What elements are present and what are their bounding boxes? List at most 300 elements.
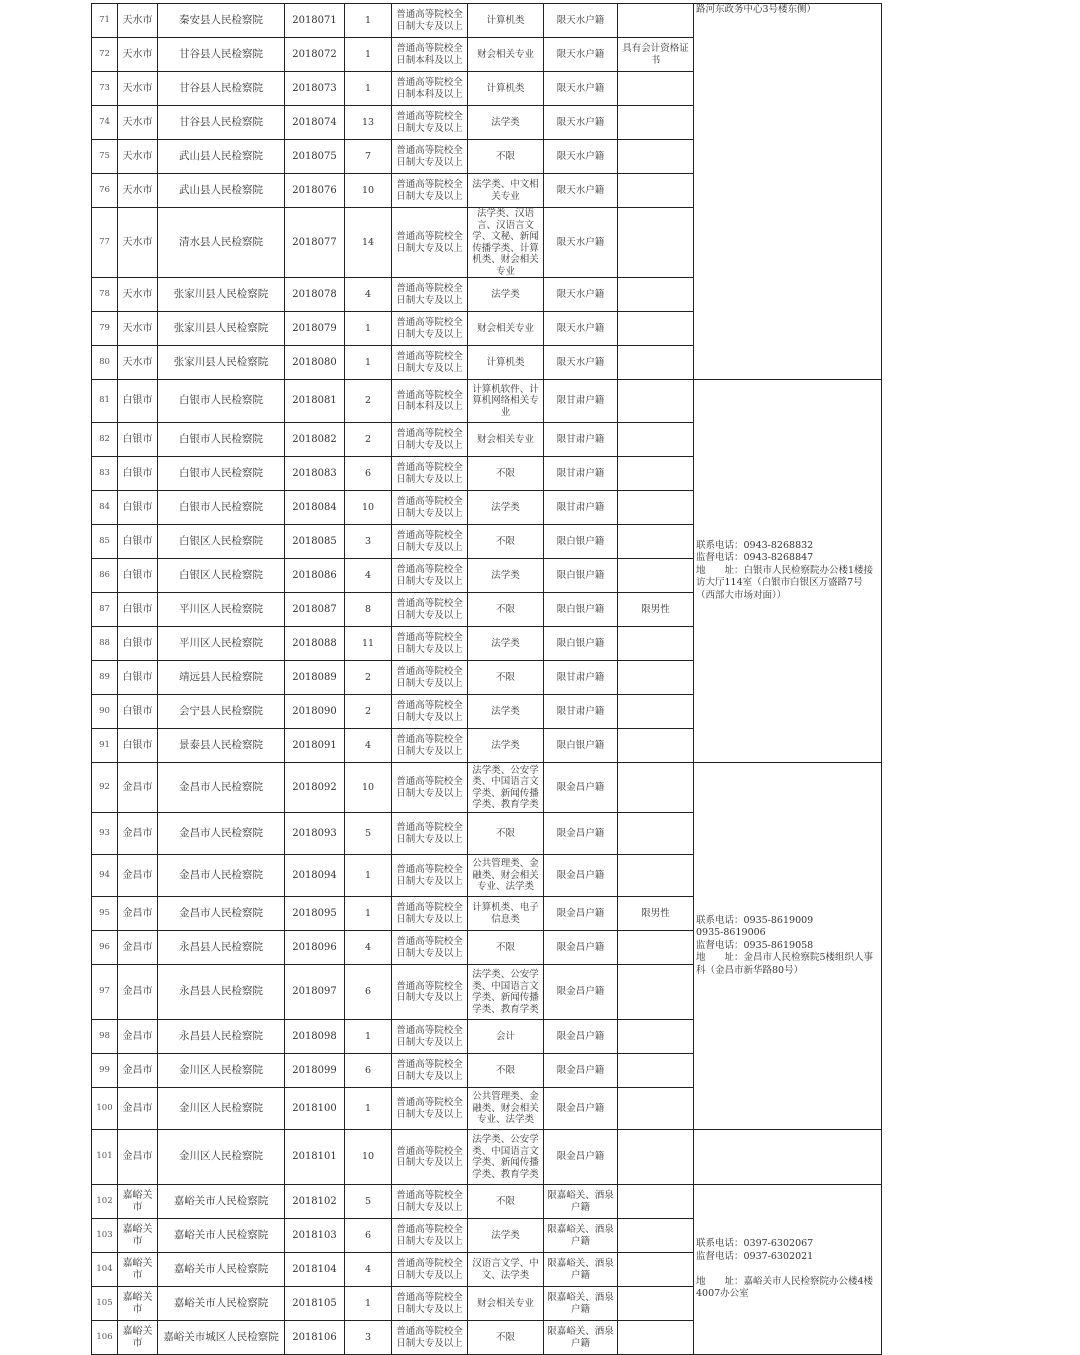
position-code: 2018097 [285, 965, 345, 1020]
city-cell: 金昌市 [118, 965, 158, 1020]
education-cell: 普通高等院校全日制大专及以上 [392, 763, 468, 813]
position-code: 2018096 [285, 931, 345, 965]
major-cell: 公共管理类、金融类、财会相关专业、法学类 [468, 855, 544, 897]
city-cell: 天水市 [118, 312, 158, 346]
education-cell: 普通高等院校全日制大专及以上 [392, 4, 468, 38]
hukou-cell: 限白银户籍 [544, 559, 618, 593]
education-cell: 普通高等院校全日制大专及以上 [392, 278, 468, 312]
unit-cell: 金川区人民检察院 [158, 1054, 285, 1088]
recruit-count: 1 [345, 1020, 392, 1054]
row-number: 84 [92, 491, 118, 525]
recruit-count: 1 [345, 72, 392, 106]
hukou-cell: 限嘉峪关、酒泉户籍 [544, 1253, 618, 1287]
other-requirement [618, 695, 694, 729]
row-number: 88 [92, 627, 118, 661]
major-cell: 不限 [468, 457, 544, 491]
row-number: 74 [92, 106, 118, 140]
city-cell: 天水市 [118, 38, 158, 72]
city-cell: 白银市 [118, 525, 158, 559]
other-requirement [618, 931, 694, 965]
row-number: 78 [92, 278, 118, 312]
row-number: 76 [92, 174, 118, 208]
recruitment-table [91, 3, 882, 1355]
contact-info: 联系电话：0943-8268832 监督电话：0943-8268847 地 址：白银市人民检察院办公楼1楼接访大厅114室（白银市白银区万盛路7号（西部大市场对面）） [694, 380, 882, 763]
position-code: 2018076 [285, 174, 345, 208]
position-code: 2018071 [285, 4, 345, 38]
major-cell: 法学类、公安学类、中国语言文学类、新闻传播学类、教育学类 [468, 1130, 544, 1185]
hukou-cell: 限天水户籍 [544, 4, 618, 38]
unit-cell: 嘉峪关市人民检察院 [158, 1219, 285, 1253]
education-cell: 普通高等院校全日制大专及以上 [392, 1253, 468, 1287]
hukou-cell: 限天水户籍 [544, 174, 618, 208]
city-cell: 白银市 [118, 661, 158, 695]
unit-cell: 金昌市人民检察院 [158, 855, 285, 897]
row-number: 86 [92, 559, 118, 593]
position-code: 2018106 [285, 1321, 345, 1355]
recruit-count: 7 [345, 140, 392, 174]
unit-cell: 甘谷县人民检察院 [158, 72, 285, 106]
major-cell: 计算机类 [468, 4, 544, 38]
major-cell: 法学类 [468, 1219, 544, 1253]
hukou-cell: 限天水户籍 [544, 106, 618, 140]
row-number: 106 [92, 1321, 118, 1355]
hukou-cell: 限甘肃户籍 [544, 491, 618, 525]
other-requirement: 具有会计资格证书 [618, 38, 694, 72]
position-code: 2018088 [285, 627, 345, 661]
row-number: 103 [92, 1219, 118, 1253]
hukou-cell: 限金昌户籍 [544, 1054, 618, 1088]
hukou-cell: 限甘肃户籍 [544, 423, 618, 457]
position-code: 2018078 [285, 278, 345, 312]
education-cell: 普通高等院校全日制大专及以上 [392, 897, 468, 931]
other-requirement [618, 1020, 694, 1054]
unit-cell: 甘谷县人民检察院 [158, 106, 285, 140]
contact-info: 路河东政务中心3号楼东侧） [694, 4, 882, 380]
unit-cell: 金昌市人民检察院 [158, 763, 285, 813]
row-number: 83 [92, 457, 118, 491]
other-requirement [618, 965, 694, 1020]
hukou-cell: 限金昌户籍 [544, 855, 618, 897]
city-cell: 天水市 [118, 208, 158, 278]
position-code: 2018075 [285, 140, 345, 174]
unit-cell: 会宁县人民检察院 [158, 695, 285, 729]
other-requirement [618, 208, 694, 278]
major-cell: 财会相关专业 [468, 423, 544, 457]
row-number: 105 [92, 1287, 118, 1321]
recruit-count: 10 [345, 1130, 392, 1185]
hukou-cell: 限金昌户籍 [544, 763, 618, 813]
other-requirement [618, 423, 694, 457]
other-requirement [618, 1253, 694, 1287]
major-cell: 不限 [468, 931, 544, 965]
other-requirement [618, 813, 694, 855]
hukou-cell: 限白银户籍 [544, 729, 618, 763]
hukou-cell: 限天水户籍 [544, 140, 618, 174]
other-requirement [618, 559, 694, 593]
major-cell: 不限 [468, 593, 544, 627]
education-cell: 普通高等院校全日制大专及以上 [392, 931, 468, 965]
recruit-count: 1 [345, 855, 392, 897]
other-requirement: 限男性 [618, 897, 694, 931]
recruit-count: 3 [345, 525, 392, 559]
hukou-cell: 限白银户籍 [544, 627, 618, 661]
education-cell: 普通高等院校全日制大专及以上 [392, 106, 468, 140]
education-cell: 普通高等院校全日制大专及以上 [392, 813, 468, 855]
city-cell: 金昌市 [118, 1088, 158, 1130]
recruit-count: 1 [345, 897, 392, 931]
other-requirement [618, 457, 694, 491]
major-cell: 不限 [468, 661, 544, 695]
unit-cell: 甘谷县人民检察院 [158, 38, 285, 72]
major-cell: 财会相关专业 [468, 38, 544, 72]
recruit-count: 13 [345, 106, 392, 140]
unit-cell: 张家川县人民检察院 [158, 346, 285, 380]
city-cell: 白银市 [118, 491, 158, 525]
row-number: 77 [92, 208, 118, 278]
row-number: 96 [92, 931, 118, 965]
hukou-cell: 限嘉峪关、酒泉户籍 [544, 1219, 618, 1253]
recruit-count: 4 [345, 1253, 392, 1287]
hukou-cell: 限金昌户籍 [544, 1020, 618, 1054]
unit-cell: 白银市人民检察院 [158, 380, 285, 423]
hukou-cell: 限白银户籍 [544, 593, 618, 627]
position-code: 2018094 [285, 855, 345, 897]
education-cell: 普通高等院校全日制本科及以上 [392, 380, 468, 423]
major-cell: 法学类 [468, 695, 544, 729]
major-cell: 法学类、汉语言、汉语言文学、文秘、新闻传播学类、计算机类、财会相关专业 [468, 208, 544, 278]
education-cell: 普通高等院校全日制大专及以上 [392, 1287, 468, 1321]
row-number: 102 [92, 1185, 118, 1219]
city-cell: 嘉峪关市 [118, 1321, 158, 1355]
other-requirement [618, 1219, 694, 1253]
position-code: 2018090 [285, 695, 345, 729]
recruit-count: 1 [345, 4, 392, 38]
city-cell: 天水市 [118, 346, 158, 380]
unit-cell: 武山县人民检察院 [158, 174, 285, 208]
education-cell: 普通高等院校全日制大专及以上 [392, 491, 468, 525]
unit-cell: 金川区人民检察院 [158, 1088, 285, 1130]
city-cell: 金昌市 [118, 763, 158, 813]
position-code: 2018093 [285, 813, 345, 855]
other-requirement [618, 4, 694, 38]
education-cell: 普通高等院校全日制大专及以上 [392, 661, 468, 695]
hukou-cell: 限甘肃户籍 [544, 661, 618, 695]
education-cell: 普通高等院校全日制大专及以上 [392, 1130, 468, 1185]
position-code: 2018092 [285, 763, 345, 813]
city-cell: 金昌市 [118, 855, 158, 897]
unit-cell: 白银市人民检察院 [158, 423, 285, 457]
other-requirement [618, 1321, 694, 1355]
table-row [92, 1130, 882, 1185]
row-number: 93 [92, 813, 118, 855]
hukou-cell: 限嘉峪关、酒泉户籍 [544, 1287, 618, 1321]
city-cell: 天水市 [118, 174, 158, 208]
recruit-count: 6 [345, 1219, 392, 1253]
unit-cell: 白银区人民检察院 [158, 559, 285, 593]
unit-cell: 武山县人民检察院 [158, 140, 285, 174]
major-cell: 法学类 [468, 627, 544, 661]
row-number: 90 [92, 695, 118, 729]
unit-cell: 嘉峪关市人民检察院 [158, 1185, 285, 1219]
recruit-count: 10 [345, 491, 392, 525]
city-cell: 天水市 [118, 140, 158, 174]
position-code: 2018083 [285, 457, 345, 491]
education-cell: 普通高等院校全日制大专及以上 [392, 525, 468, 559]
row-number: 71 [92, 4, 118, 38]
unit-cell: 白银市人民检察院 [158, 491, 285, 525]
row-number: 101 [92, 1130, 118, 1185]
unit-cell: 白银市人民检察院 [158, 457, 285, 491]
recruit-count: 2 [345, 423, 392, 457]
city-cell: 天水市 [118, 72, 158, 106]
unit-cell: 平川区人民检察院 [158, 593, 285, 627]
hukou-cell: 限金昌户籍 [544, 965, 618, 1020]
other-requirement [618, 627, 694, 661]
education-cell: 普通高等院校全日制大专及以上 [392, 965, 468, 1020]
other-requirement [618, 278, 694, 312]
unit-cell: 嘉峪关市人民检察院 [158, 1253, 285, 1287]
position-code: 2018103 [285, 1219, 345, 1253]
major-cell: 不限 [468, 813, 544, 855]
education-cell: 普通高等院校全日制大专及以上 [392, 1020, 468, 1054]
row-number: 73 [92, 72, 118, 106]
row-number: 80 [92, 346, 118, 380]
position-code: 2018086 [285, 559, 345, 593]
unit-cell: 靖远县人民检察院 [158, 661, 285, 695]
major-cell: 法学类 [468, 106, 544, 140]
unit-cell: 嘉峪关市人民检察院 [158, 1287, 285, 1321]
education-cell: 普通高等院校全日制大专及以上 [392, 695, 468, 729]
education-cell: 普通高等院校全日制大专及以上 [392, 1321, 468, 1355]
major-cell: 法学类 [468, 559, 544, 593]
unit-cell: 嘉峪关市城区人民检察院 [158, 1321, 285, 1355]
table-row [92, 4, 882, 38]
table-row [92, 380, 882, 423]
position-code: 2018082 [285, 423, 345, 457]
recruit-count: 6 [345, 965, 392, 1020]
major-cell: 法学类 [468, 278, 544, 312]
position-code: 2018072 [285, 38, 345, 72]
table-body [92, 4, 882, 1355]
row-number: 100 [92, 1088, 118, 1130]
recruit-count: 4 [345, 931, 392, 965]
other-requirement [618, 525, 694, 559]
major-cell: 公共管理类、金融类、财会相关专业、法学类 [468, 1088, 544, 1130]
hukou-cell: 限金昌户籍 [544, 1088, 618, 1130]
major-cell: 法学类、公安学类、中国语言文学类、新闻传播学类、教育学类 [468, 965, 544, 1020]
hukou-cell: 限天水户籍 [544, 38, 618, 72]
major-cell: 法学类 [468, 729, 544, 763]
recruit-count: 1 [345, 1088, 392, 1130]
recruit-count: 1 [345, 38, 392, 72]
city-cell: 白银市 [118, 729, 158, 763]
education-cell: 普通高等院校全日制本科及以上 [392, 38, 468, 72]
city-cell: 嘉峪关市 [118, 1287, 158, 1321]
position-code: 2018077 [285, 208, 345, 278]
other-requirement [618, 1287, 694, 1321]
major-cell: 法学类、中文相关专业 [468, 174, 544, 208]
education-cell: 普通高等院校全日制大专及以上 [392, 593, 468, 627]
city-cell: 白银市 [118, 457, 158, 491]
recruit-count: 2 [345, 380, 392, 423]
education-cell: 普通高等院校全日制大专及以上 [392, 627, 468, 661]
row-number: 97 [92, 965, 118, 1020]
city-cell: 白银市 [118, 593, 158, 627]
major-cell: 财会相关专业 [468, 1287, 544, 1321]
other-requirement [618, 661, 694, 695]
position-code: 2018073 [285, 72, 345, 106]
recruit-count: 14 [345, 208, 392, 278]
city-cell: 金昌市 [118, 1020, 158, 1054]
unit-cell: 白银区人民检察院 [158, 525, 285, 559]
education-cell: 普通高等院校全日制大专及以上 [392, 1088, 468, 1130]
major-cell: 不限 [468, 1321, 544, 1355]
city-cell: 白银市 [118, 559, 158, 593]
other-requirement: 限男性 [618, 593, 694, 627]
other-requirement [618, 312, 694, 346]
contact-info [694, 1130, 882, 1185]
position-code: 2018089 [285, 661, 345, 695]
position-code: 2018100 [285, 1088, 345, 1130]
major-cell: 不限 [468, 1054, 544, 1088]
hukou-cell: 限天水户籍 [544, 208, 618, 278]
row-number: 81 [92, 380, 118, 423]
position-code: 2018102 [285, 1185, 345, 1219]
other-requirement [618, 729, 694, 763]
row-number: 99 [92, 1054, 118, 1088]
other-requirement [618, 72, 694, 106]
education-cell: 普通高等院校全日制大专及以上 [392, 729, 468, 763]
hukou-cell: 限甘肃户籍 [544, 457, 618, 491]
city-cell: 金昌市 [118, 1054, 158, 1088]
unit-cell: 金昌市人民检察院 [158, 897, 285, 931]
education-cell: 普通高等院校全日制大专及以上 [392, 208, 468, 278]
position-code: 2018079 [285, 312, 345, 346]
row-number: 94 [92, 855, 118, 897]
city-cell: 白银市 [118, 627, 158, 661]
position-code: 2018087 [285, 593, 345, 627]
recruit-count: 2 [345, 661, 392, 695]
education-cell: 普通高等院校全日制大专及以上 [392, 312, 468, 346]
major-cell: 计算机类 [468, 72, 544, 106]
other-requirement [618, 380, 694, 423]
other-requirement [618, 855, 694, 897]
education-cell: 普通高等院校全日制大专及以上 [392, 559, 468, 593]
position-code: 2018084 [285, 491, 345, 525]
hukou-cell: 限天水户籍 [544, 72, 618, 106]
education-cell: 普通高等院校全日制大专及以上 [392, 1185, 468, 1219]
other-requirement [618, 763, 694, 813]
education-cell: 普通高等院校全日制大专及以上 [392, 1219, 468, 1253]
unit-cell: 永昌县人民检察院 [158, 965, 285, 1020]
unit-cell: 张家川县人民检察院 [158, 278, 285, 312]
hukou-cell: 限甘肃户籍 [544, 380, 618, 423]
row-number: 82 [92, 423, 118, 457]
contact-info: 联系电话：0397-6302067 监督电话：0937-6302021 地 址：嘉峪关市人民检察院办公楼4楼4007办公室 [694, 1185, 882, 1355]
position-code: 2018074 [285, 106, 345, 140]
recruit-count: 6 [345, 457, 392, 491]
other-requirement [618, 1130, 694, 1185]
row-number: 89 [92, 661, 118, 695]
position-code: 2018098 [285, 1020, 345, 1054]
row-number: 91 [92, 729, 118, 763]
other-requirement [618, 1054, 694, 1088]
city-cell: 金昌市 [118, 931, 158, 965]
table-row [92, 763, 882, 813]
major-cell: 法学类 [468, 491, 544, 525]
unit-cell: 平川区人民检察院 [158, 627, 285, 661]
education-cell: 普通高等院校全日制大专及以上 [392, 457, 468, 491]
recruit-count: 10 [345, 174, 392, 208]
hukou-cell: 限金昌户籍 [544, 1130, 618, 1185]
major-cell: 计算机类 [468, 346, 544, 380]
education-cell: 普通高等院校全日制大专及以上 [392, 855, 468, 897]
other-requirement [618, 1185, 694, 1219]
recruit-count: 5 [345, 813, 392, 855]
position-code: 2018095 [285, 897, 345, 931]
unit-cell: 张家川县人民检察院 [158, 312, 285, 346]
city-cell: 金昌市 [118, 813, 158, 855]
position-code: 2018091 [285, 729, 345, 763]
row-number: 104 [92, 1253, 118, 1287]
position-code: 2018105 [285, 1287, 345, 1321]
hukou-cell: 限白银户籍 [544, 525, 618, 559]
row-number: 92 [92, 763, 118, 813]
other-requirement [618, 1088, 694, 1130]
position-code: 2018101 [285, 1130, 345, 1185]
education-cell: 普通高等院校全日制本科及以上 [392, 72, 468, 106]
education-cell: 普通高等院校全日制大专及以上 [392, 346, 468, 380]
education-cell: 普通高等院校全日制大专及以上 [392, 174, 468, 208]
hukou-cell: 限金昌户籍 [544, 897, 618, 931]
hukou-cell: 限天水户籍 [544, 312, 618, 346]
table-row [92, 1185, 882, 1219]
unit-cell: 景泰县人民检察院 [158, 729, 285, 763]
recruit-count: 1 [345, 1287, 392, 1321]
other-requirement [618, 491, 694, 525]
position-code: 2018085 [285, 525, 345, 559]
recruit-count: 10 [345, 763, 392, 813]
row-number: 98 [92, 1020, 118, 1054]
major-cell: 财会相关专业 [468, 312, 544, 346]
recruit-count: 2 [345, 695, 392, 729]
recruit-count: 1 [345, 312, 392, 346]
hukou-cell: 限嘉峪关、酒泉户籍 [544, 1321, 618, 1355]
city-cell: 金昌市 [118, 897, 158, 931]
unit-cell: 金昌市人民检察院 [158, 813, 285, 855]
recruit-count: 4 [345, 278, 392, 312]
row-number: 95 [92, 897, 118, 931]
unit-cell: 清水县人民检察院 [158, 208, 285, 278]
education-cell: 普通高等院校全日制大专及以上 [392, 423, 468, 457]
city-cell: 嘉峪关市 [118, 1185, 158, 1219]
hukou-cell: 限金昌户籍 [544, 931, 618, 965]
unit-cell: 秦安县人民检察院 [158, 4, 285, 38]
unit-cell: 金川区人民检察院 [158, 1130, 285, 1185]
major-cell: 不限 [468, 140, 544, 174]
major-cell: 不限 [468, 525, 544, 559]
row-number: 87 [92, 593, 118, 627]
major-cell: 不限 [468, 1185, 544, 1219]
city-cell: 天水市 [118, 4, 158, 38]
position-code: 2018104 [285, 1253, 345, 1287]
hukou-cell: 限金昌户籍 [544, 813, 618, 855]
city-cell: 嘉峪关市 [118, 1219, 158, 1253]
education-cell: 普通高等院校全日制大专及以上 [392, 1054, 468, 1088]
unit-cell: 永昌县人民检察院 [158, 931, 285, 965]
hukou-cell: 限甘肃户籍 [544, 695, 618, 729]
major-cell: 计算机类、电子信息类 [468, 897, 544, 931]
